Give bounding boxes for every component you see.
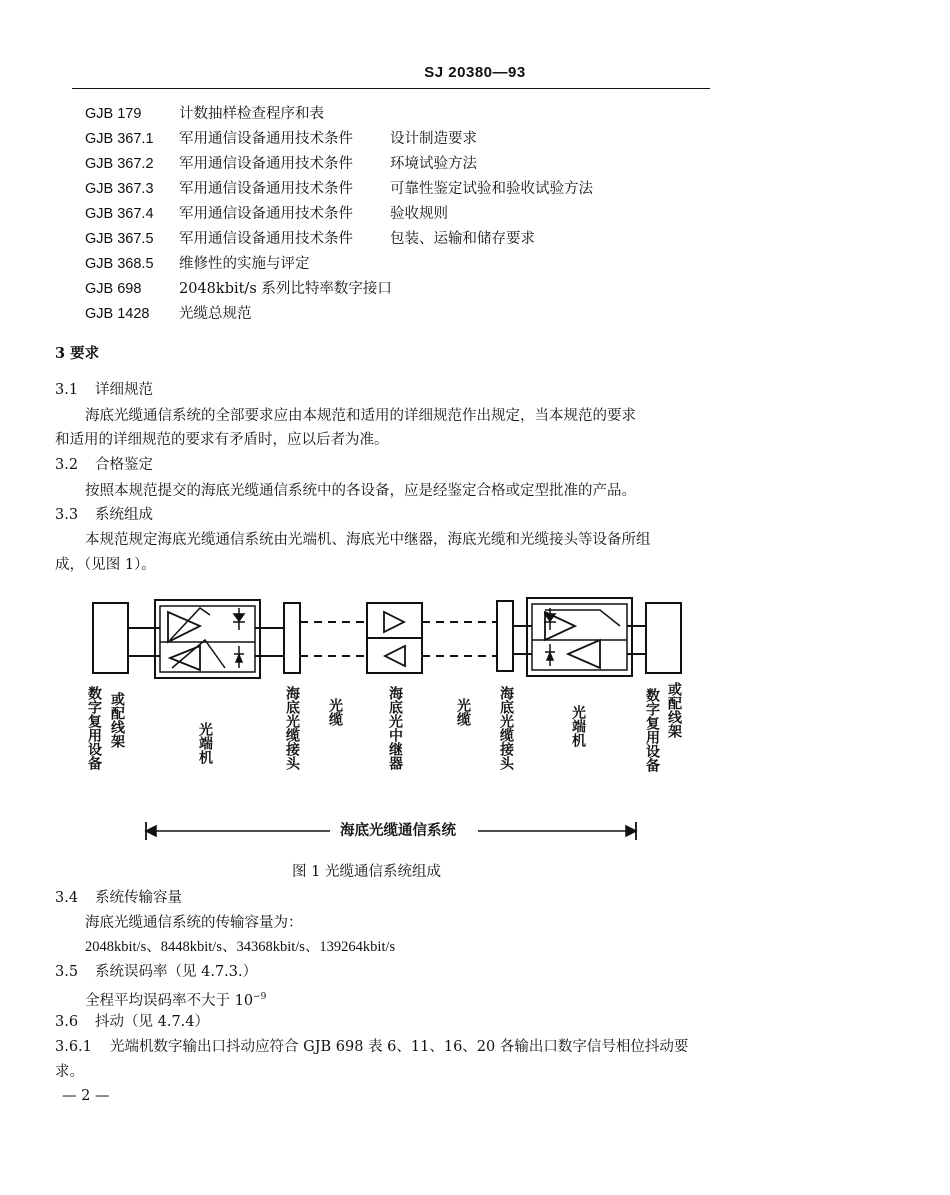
label-terminal-right: 光端机	[570, 705, 586, 747]
ref-title: 军用通信设备通用技术条件	[179, 181, 353, 197]
label-cable-right: 光缆	[455, 698, 471, 726]
error-rate-exponent: −9	[253, 992, 267, 1002]
ref-code: GJB 1428	[85, 306, 150, 322]
paragraph	[85, 987, 266, 1011]
span-label: 海底光缆通信系统	[340, 822, 456, 839]
section-title: 系统传输容量	[95, 890, 182, 906]
ref-title: 维修性的实施与评定	[179, 256, 310, 272]
ref-subtitle: 验收规则	[390, 206, 448, 222]
ref-code: GJB 367.5	[85, 231, 154, 247]
label-mux-left: 数字复用设备	[86, 686, 102, 770]
paragraph: 2048kbit/s、8448kbit/s、34368kbit/s、139264kbit/s	[85, 939, 396, 955]
label-joint-left: 海底光缆接头	[284, 686, 300, 770]
section-heading: 3 要求	[55, 345, 100, 362]
section-number: 3.6	[55, 1014, 79, 1030]
ref-subtitle: 包装、运输和储存要求	[390, 231, 535, 247]
ref-title: 光缆总规范	[179, 306, 252, 322]
ref-title: 军用通信设备通用技术条件	[179, 231, 353, 247]
paragraph: 成，（见图 1）。	[55, 557, 156, 573]
ref-code: GJB 367.1	[85, 131, 154, 147]
paragraph: 海底光缆通信系统的全部要求应由本规范和适用的详细规范作出规定，当本规范的要求	[85, 408, 636, 424]
section-title: 合格鉴定	[95, 457, 153, 473]
section-number: 3.2	[55, 457, 79, 473]
section-number: 3.4	[55, 890, 79, 906]
section-number: 3.6.1	[55, 1039, 92, 1055]
paragraph: 按照本规范提交的海底光缆通信系统中的各设备，应是经鉴定合格或定型批准的产品。	[85, 483, 636, 499]
label-joint-right: 海底光缆接头	[498, 686, 514, 770]
paragraph: 海底光缆通信系统的传输容量为：	[85, 915, 303, 931]
ref-title: 计数抽样检查程序和表	[179, 106, 324, 122]
label-rack-right: 或配线架	[666, 682, 682, 738]
ref-code: GJB 698	[85, 281, 142, 297]
mux-box-left	[93, 603, 128, 673]
ref-subtitle: 可靠性鉴定试验和验收试验方法	[390, 181, 593, 197]
section-title: 抖动（见 4.7.4）	[95, 1014, 210, 1030]
label-rack-left: 或配线架	[109, 692, 125, 748]
paragraph: 光端机数字输出口抖动应符合 GJB 698 表 6、11、16、20 各输出口数字信号相位抖动要	[110, 1039, 689, 1055]
label-terminal-left: 光端机	[197, 722, 213, 764]
ref-subtitle: 设计制造要求	[390, 131, 477, 147]
ref-subtitle: 环境试验方法	[390, 156, 477, 172]
section-title: 系统组成	[95, 507, 153, 523]
figure-caption: 图 1 光缆通信系统组成	[292, 864, 441, 880]
ref-title: 2048kbit/s 系列比特率数字接口	[179, 281, 392, 297]
section-title: 系统误码率（见 4.7.3.）	[95, 964, 258, 980]
label-cable-left: 光缆	[327, 698, 343, 726]
section-number: 3.3	[55, 507, 79, 523]
section-title: 详细规范	[95, 382, 153, 398]
joint-left	[284, 603, 300, 673]
ref-code: GJB 179	[85, 106, 142, 122]
ref-title: 军用通信设备通用技术条件	[179, 131, 353, 147]
ref-title: 军用通信设备通用技术条件	[179, 156, 353, 172]
ref-title: 军用通信设备通用技术条件	[179, 206, 353, 222]
paragraph: 求。	[55, 1064, 84, 1080]
ref-code: GJB 367.4	[85, 206, 154, 222]
section-number: 3.5	[55, 964, 79, 980]
label-repeater: 海底光中继器	[387, 686, 403, 770]
mux-box-right	[646, 603, 681, 673]
paragraph: 和适用的详细规范的要求有矛盾时，应以后者为准。	[55, 432, 389, 448]
error-rate-text: 全程平均误码率不大于 10	[85, 992, 254, 1009]
ref-code: GJB 367.2	[85, 156, 154, 172]
label-mux-right: 数字复用设备	[644, 688, 660, 772]
document-number: SJ 20380—93	[424, 64, 526, 81]
section-number: 3.1	[55, 382, 79, 398]
ref-code: GJB 367.3	[85, 181, 154, 197]
paragraph: 本规范规定海底光缆通信系统由光端机、海底光中继器，海底光缆和光缆接头等设备所组	[85, 532, 651, 548]
ref-code: GJB 368.5	[85, 256, 154, 272]
joint-right	[497, 601, 513, 671]
page-number: — 2 —	[62, 1088, 110, 1104]
